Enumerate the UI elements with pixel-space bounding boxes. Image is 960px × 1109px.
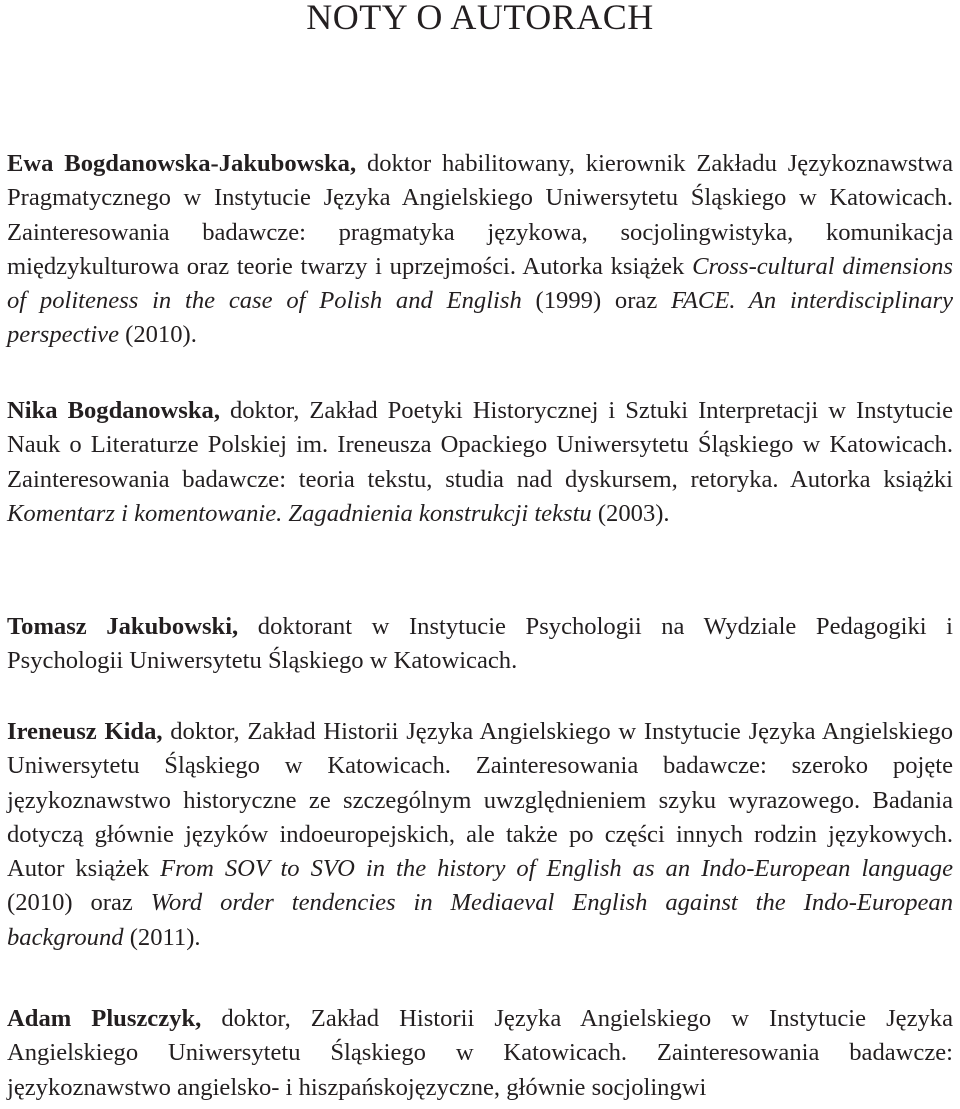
book-title: From SOV to SVO in the history of English as an Indo-European language bbox=[160, 855, 953, 883]
author-bio-end: (2011). bbox=[123, 923, 201, 951]
author-name: Ewa Bogdanowska-Jakubowska, bbox=[7, 150, 357, 177]
author-bio-end: (2003). bbox=[591, 499, 670, 527]
document-page bbox=[7, 0, 954, 1101]
author-bio: doktor, Zakład Historii Języka Angielskiego w Instytucie Języka Angielskiego Uniwersytetu Śląskiego w Katowicach. Zainteresowania badawcze: językoznawstwo angielsko- i hiszpańskojęzyczne, głównie socjolingwi bbox=[7, 1005, 953, 1101]
author-note bbox=[7, 1002, 953, 1105]
book-title: Word order tendencies in Mediaeval English against the Indo-European background bbox=[7, 889, 953, 951]
author-bio: doktor habilitowany, kierownik Zakładu Językoznawstwa Pragmatycznego w Instytucie Języka Angielskiego Uniwersytetu Śląskiego w Katowicach. Zainteresowania badawcze: pragmatyka językowa, socjolingwistyka, komunikacja międzykulturowa oraz teorie twarzy i uprzejmości. Autorka książek bbox=[7, 150, 953, 280]
author-note bbox=[7, 715, 953, 955]
author-name: Ireneusz Kida, bbox=[7, 718, 163, 745]
book-title: FACE. An interdisciplinary perspective bbox=[7, 287, 953, 349]
author-bio: doktor, Zakład Poetyki Historycznej i Sztuki Interpretacji w Instytucie Nauk o Literaturze Polskiej im. Ireneusza Opackiego Uniwersytetu Śląskiego w Katowicach. Zainteresowania badawcze: teoria tekstu, studia nad dyskursem, retoryka. Autorka książki bbox=[7, 397, 953, 493]
author-note bbox=[7, 394, 953, 531]
author-bio-continued: (1999) oraz bbox=[521, 287, 672, 315]
author-bio-end: (2010). bbox=[118, 321, 197, 349]
page-title: NOTY O AUTORACH bbox=[306, 0, 654, 37]
author-bio-continued: (2010) oraz bbox=[7, 889, 151, 917]
author-name: Tomasz Jakubowski, bbox=[7, 613, 239, 640]
author-name: Nika Bogdanowska, bbox=[7, 397, 220, 424]
author-note bbox=[7, 610, 953, 679]
book-title: Komentarz i komentowanie. Zagadnienia konstrukcji tekstu bbox=[7, 499, 592, 527]
book-title: Cross-cultural dimensions of politeness in the case of Polish and English bbox=[7, 252, 953, 315]
author-note bbox=[7, 147, 953, 353]
author-bio: doktor, Zakład Historii Języka Angielskiego w Instytucie Języka Angielskiego Uniwersytetu Śląskiego w Katowicach. Zainteresowania badawcze: szeroko pojęte językoznawstwo historyczne ze szczególnym uwzględnieniem szyku wyrazowego. Badania dotyczą głównie języków indoeuropejskich, ale także po części innych rodzin językowych. Autor książek bbox=[7, 718, 953, 883]
author-name: Adam Pluszczyk, bbox=[7, 1005, 202, 1032]
author-bio: doktorant w Instytucie Psychologii na Wydziale Pedagogiki i Psychologii Uniwersytetu Śląskiego w Katowicach. bbox=[7, 613, 954, 675]
